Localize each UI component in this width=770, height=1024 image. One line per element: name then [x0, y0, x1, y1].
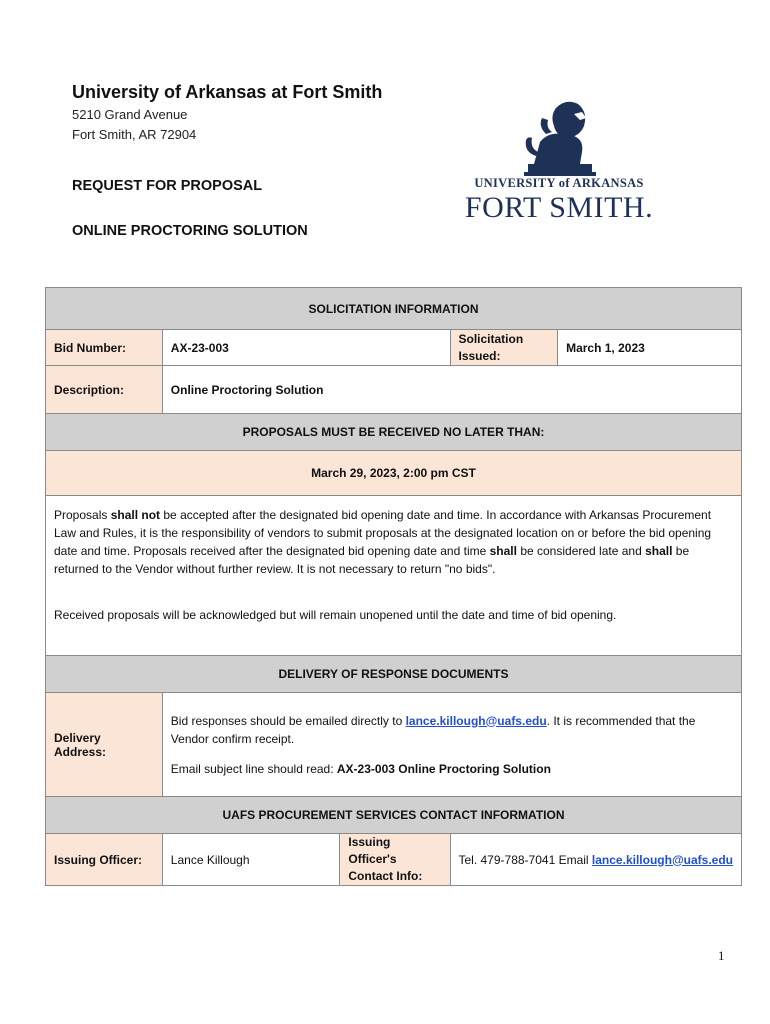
- deadline-datetime: March 29, 2023, 2:00 pm CST: [46, 451, 742, 496]
- solicitation-issued-label: [450, 330, 558, 366]
- university-logo: [462, 96, 656, 226]
- policy-emphasis: shall: [645, 544, 673, 558]
- description-label: Description:: [46, 366, 163, 414]
- policy-emphasis: shall: [489, 544, 517, 558]
- bid-number-value: AX-23-003: [162, 330, 450, 366]
- delivery-subject-line: AX-23-003 Online Proctoring Solution: [336, 761, 551, 776]
- policy-text: Proposals: [54, 508, 111, 522]
- contact-info-label: [340, 834, 450, 886]
- contact-email-link[interactable]: lance.killough@uafs.edu: [591, 852, 733, 867]
- issued-date-value: March 1, 2023: [558, 330, 742, 366]
- university-title: University of Arkansas at Fort Smith: [72, 82, 383, 102]
- solicitation-heading: SOLICITATION INFORMATION: [46, 288, 742, 330]
- document-title: ONLINE PROCTORING SOLUTION: [72, 223, 308, 239]
- document-type: REQUEST FOR PROPOSAL: [72, 178, 263, 194]
- issuing-officer-name: Lance Killough: [162, 834, 340, 886]
- solicitation-table: [45, 287, 742, 886]
- issuing-officer-label: Issuing Officer:: [46, 834, 163, 886]
- contact-info-value: [450, 834, 742, 886]
- delivery-subject-instruction: [171, 760, 733, 778]
- contact-phone-text: Tel. 479-788-7041 Email: [458, 852, 592, 867]
- delivery-text: Bid responses should be emailed directly to: [170, 713, 406, 728]
- policy-text: be returned to the Vendor without further review. It is not necessary to return "no bids".: [54, 544, 690, 576]
- delivery-email-link[interactable]: lance.killough@uafs.edu: [405, 713, 547, 728]
- description-value: Online Proctoring Solution: [162, 366, 741, 414]
- delivery-email-instruction: [171, 712, 733, 748]
- proposal-policy-text: [46, 496, 742, 656]
- policy-paragraph-2: Received proposals will be acknowledged but will remain unopened until the date and time of bid opening.: [54, 608, 617, 622]
- deadline-heading: PROPOSALS MUST BE RECEIVED NO LATER THAN:: [46, 414, 742, 451]
- contact-info-label-line2: Contact Info:: [348, 869, 423, 883]
- contact-heading: UAFS PROCUREMENT SERVICES CONTACT INFORMATION: [46, 797, 742, 834]
- logo-text-fort-smith: FORT SMITH.: [464, 191, 654, 224]
- delivery-text: . It is recommended that the Vendor confirm receipt.: [170, 713, 696, 746]
- policy-text: be considered late and: [516, 544, 646, 558]
- logo-text-university: UNIVERSITY of ARKANSAS: [474, 176, 644, 190]
- policy-emphasis: shall not: [110, 508, 161, 522]
- delivery-text: Email subject line should read:: [170, 761, 337, 776]
- solicitation-issued-label-line1: Solicitation: [458, 331, 524, 346]
- policy-text: be accepted after the designated bid opening date and time. In accordance with Arkansas Procurement Law and Rules, it is the responsibility of vendors to submit proposals at the designated location on or before the bid opening date and time. Proposals received after the designated bid opening date and time: [54, 508, 712, 558]
- address-line-1: 5210 Grand Avenue: [72, 107, 188, 122]
- contact-info-label-line1: Issuing Officer's: [348, 835, 397, 866]
- policy-paragraph-1: [54, 506, 733, 578]
- bid-number-label: Bid Number:: [46, 330, 163, 366]
- address-line-2: Fort Smith, AR 72904: [72, 127, 197, 142]
- lion-emblem-icon: [462, 96, 656, 176]
- page-number: 1: [718, 948, 725, 963]
- delivery-instructions: [162, 693, 741, 797]
- delivery-heading: DELIVERY OF RESPONSE DOCUMENTS: [46, 656, 742, 693]
- delivery-address-label: Delivery Address:: [46, 693, 163, 797]
- solicitation-issued-label-line2: Issued:: [458, 348, 501, 363]
